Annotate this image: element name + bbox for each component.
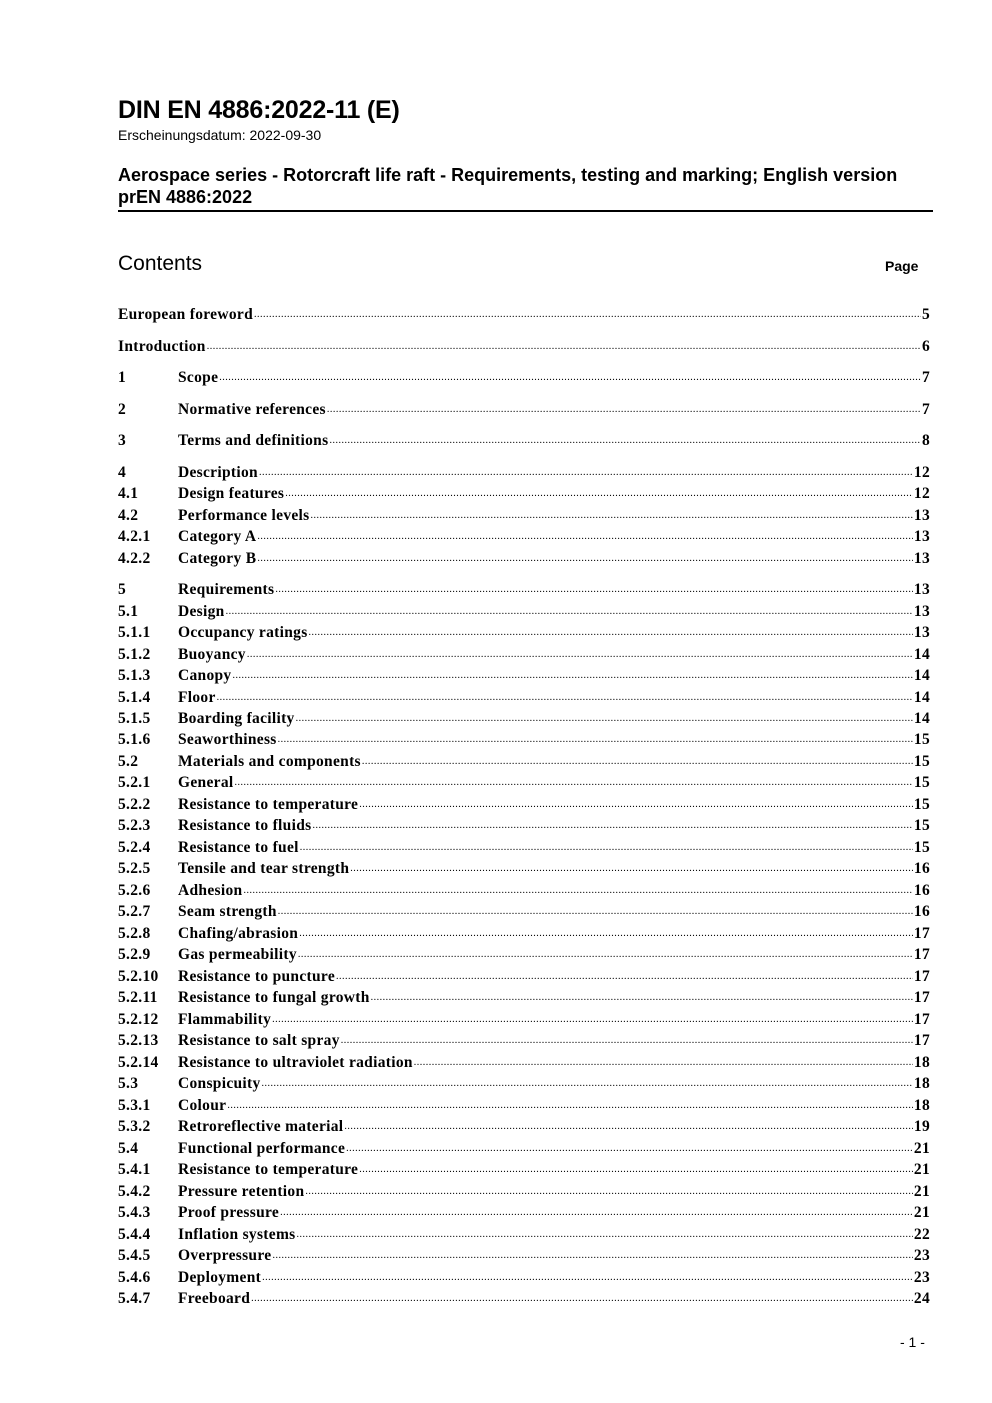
toc-entry-title: Description <box>178 464 258 481</box>
document-subtitle: Aerospace series - Rotorcraft life raft - Requirements, testing and marking; English version prEN 4886:2022 <box>118 165 898 207</box>
toc-entry-number: 5.4.5 <box>118 1247 151 1264</box>
toc-dot-leader <box>219 370 921 386</box>
toc-entry-page: 12 <box>913 485 930 502</box>
toc-entry-number: 5.4 <box>118 1140 139 1157</box>
toc-entry-page: 17 <box>913 968 930 985</box>
toc-entry[interactable] <box>118 579 930 600</box>
toc-entry[interactable] <box>118 880 930 901</box>
toc-entry[interactable] <box>118 1288 930 1309</box>
toc-entry-title: Flammability <box>178 1011 272 1028</box>
toc-entry-number: 5.1.6 <box>118 731 151 748</box>
toc-entry-page: 23 <box>913 1247 930 1264</box>
toc-entry-title: Category B <box>178 550 257 567</box>
toc-entry-title: Resistance to puncture <box>178 968 335 985</box>
toc-entry[interactable] <box>118 430 930 451</box>
toc-entry-number: 1 <box>118 369 127 386</box>
toc-entry-number: 5.4.7 <box>118 1290 151 1307</box>
toc-dot-leader <box>296 1227 912 1243</box>
toc-entry-title: Requirements <box>178 581 275 598</box>
toc-entry-page: 17 <box>913 925 930 942</box>
toc-entry-number: 5.2.6 <box>118 882 151 899</box>
toc-entry[interactable] <box>118 1267 930 1288</box>
toc-entry-title: Tensile and tear strength <box>178 860 350 877</box>
toc-dot-leader <box>371 990 913 1006</box>
toc-entry-title: Resistance to temperature <box>178 1161 359 1178</box>
toc-entry-title: Pressure retention <box>178 1183 305 1200</box>
toc-entry-page: 16 <box>913 882 930 899</box>
toc-entry[interactable] <box>118 304 930 325</box>
publication-date: Erscheinungsdatum: 2022-09-30 <box>118 127 322 143</box>
toc-entry-title: Boarding facility <box>178 710 295 727</box>
toc-entry[interactable] <box>118 815 930 836</box>
toc-dot-leader <box>311 508 913 524</box>
toc-entry-number: 4.1 <box>118 485 139 502</box>
toc-dot-leader <box>285 486 913 502</box>
toc-dot-leader <box>359 1162 913 1178</box>
toc-entry-page: 16 <box>913 903 930 920</box>
toc-dot-leader <box>280 1205 913 1221</box>
toc-entry-number: 5.3.1 <box>118 1097 151 1114</box>
toc-entry-number: 2 <box>118 401 127 418</box>
toc-entry-number: 5.2.8 <box>118 925 151 942</box>
toc-entry-number: 5.2.5 <box>118 860 151 877</box>
toc-dot-leader <box>259 465 913 481</box>
page-column-heading: Page <box>885 258 919 274</box>
toc-entry-title: Conspicuity <box>178 1075 261 1092</box>
toc-entry[interactable] <box>118 526 930 547</box>
toc-entry-page: 13 <box>913 550 930 567</box>
toc-entry[interactable] <box>118 1138 930 1159</box>
toc-dot-leader <box>414 1055 913 1071</box>
toc-entry-page: 21 <box>913 1183 930 1200</box>
document-title: DIN EN 4886:2022-11 (E) <box>118 96 400 124</box>
toc-entry-number: 5.4.6 <box>118 1269 151 1286</box>
toc-entry-page: 7 <box>921 369 930 386</box>
toc-entry-page: 15 <box>913 753 930 770</box>
toc-entry-number: 5.2.12 <box>118 1011 159 1028</box>
toc-entry-page: 17 <box>913 989 930 1006</box>
toc-entry-page: 15 <box>913 731 930 748</box>
toc-entry-page: 12 <box>913 464 930 481</box>
toc-dot-leader <box>272 1012 913 1028</box>
toc-entry-page: 14 <box>913 667 930 684</box>
toc-entry-number: 5.2 <box>118 753 139 770</box>
toc-entry-page: 15 <box>913 796 930 813</box>
toc-dot-leader <box>305 1184 913 1200</box>
toc-entry-page: 21 <box>913 1140 930 1157</box>
toc-entry-number: 5.3 <box>118 1075 139 1092</box>
toc-entry[interactable] <box>118 336 930 357</box>
toc-entry-number: 5.1.5 <box>118 710 151 727</box>
toc-entry[interactable] <box>118 923 930 944</box>
toc-dot-leader <box>262 1076 913 1092</box>
toc-entry[interactable] <box>118 1073 930 1094</box>
toc-entry[interactable] <box>118 1030 930 1051</box>
toc-entry-page: 15 <box>913 817 930 834</box>
toc-entry-page: 14 <box>913 710 930 727</box>
toc-entry-title: Scope <box>178 369 219 386</box>
toc-entry-page: 23 <box>913 1269 930 1286</box>
toc-entry-title: Floor <box>178 689 216 706</box>
toc-entry-number: 5.2.1 <box>118 774 151 791</box>
toc-dot-leader <box>257 551 913 567</box>
toc-dot-leader <box>296 711 913 727</box>
toc-entry[interactable] <box>118 1202 930 1223</box>
toc-entry-title: Resistance to temperature <box>178 796 359 813</box>
toc-entry-page: 21 <box>913 1204 930 1221</box>
toc-entry[interactable] <box>118 1009 930 1030</box>
toc-entry-page: 22 <box>913 1226 930 1243</box>
toc-entry-title: Colour <box>178 1097 227 1114</box>
toc-entry-title: Resistance to fuel <box>178 839 299 856</box>
toc-entry[interactable] <box>118 1181 930 1202</box>
toc-entry-number: 5.2.10 <box>118 968 159 985</box>
toc-entry-page: 18 <box>913 1075 930 1092</box>
toc-dot-leader <box>298 947 913 963</box>
toc-entry-number: 5.3.2 <box>118 1118 151 1135</box>
toc-entry-title: European foreword <box>118 306 253 323</box>
toc-dot-leader <box>278 904 913 920</box>
toc-dot-leader <box>234 775 912 791</box>
toc-entry-title: General <box>178 774 234 791</box>
toc-entry-title: Canopy <box>178 667 232 684</box>
toc-entry-page: 18 <box>913 1097 930 1114</box>
page-number: - 1 - <box>900 1334 925 1350</box>
toc-entry-title: Performance levels <box>178 507 310 524</box>
toc-entry-number: 5.4.2 <box>118 1183 151 1200</box>
toc-dot-leader <box>217 690 913 706</box>
toc-entry[interactable] <box>118 505 930 526</box>
toc-entry-number: 5 <box>118 581 127 598</box>
toc-entry-title: Proof pressure <box>178 1204 280 1221</box>
toc-entry-number: 5.2.13 <box>118 1032 159 1049</box>
toc-entry[interactable] <box>118 837 930 858</box>
toc-entry-page: 5 <box>921 306 930 323</box>
toc-entry[interactable] <box>118 687 930 708</box>
toc-entry-number: 5.1.2 <box>118 646 151 663</box>
toc-entry-title: Deployment <box>178 1269 262 1286</box>
toc-entry[interactable] <box>118 1224 930 1245</box>
toc-entry-title: Introduction <box>118 338 206 355</box>
toc-dot-leader <box>254 307 921 323</box>
toc-entry-page: 13 <box>913 507 930 524</box>
toc-entry-title: Chafing/abrasion <box>178 925 299 942</box>
toc-entry-title: Design <box>178 603 225 620</box>
toc-entry-number: 5.2.2 <box>118 796 151 813</box>
toc-entry-page: 15 <box>913 774 930 791</box>
toc-dot-leader <box>207 339 921 355</box>
toc-entry-title: Terms and definitions <box>178 432 329 449</box>
toc-entry-page: 21 <box>913 1161 930 1178</box>
toc-entry-page: 13 <box>913 581 930 598</box>
toc-entry-title: Normative references <box>178 401 326 418</box>
toc-entry-number: 5.2.11 <box>118 989 158 1006</box>
toc-dot-leader <box>336 969 913 985</box>
toc-entry-number: 3 <box>118 432 127 449</box>
toc-dot-leader <box>362 754 913 770</box>
toc-dot-leader <box>243 883 912 899</box>
toc-entry-title: Buoyancy <box>178 646 246 663</box>
toc-entry[interactable] <box>118 944 930 965</box>
toc-entry-page: 17 <box>913 1011 930 1028</box>
toc-entry[interactable] <box>118 548 930 569</box>
toc-entry-page: 17 <box>913 1032 930 1049</box>
contents-heading: Contents <box>118 252 203 275</box>
toc-entry[interactable] <box>118 987 930 1008</box>
toc-entry-title: Seaworthiness <box>178 731 277 748</box>
toc-entry-page: 13 <box>913 624 930 641</box>
toc-entry-number: 5.1.1 <box>118 624 151 641</box>
toc-entry[interactable] <box>118 1095 930 1116</box>
toc-dot-leader <box>275 582 913 598</box>
toc-dot-leader <box>350 861 913 877</box>
toc-dot-leader <box>344 1119 912 1135</box>
toc-entry-title: Resistance to salt spray <box>178 1032 340 1049</box>
toc-entry[interactable] <box>118 1159 930 1180</box>
toc-entry-page: 15 <box>913 839 930 856</box>
toc-entry-title: Materials and components <box>178 753 361 770</box>
toc-entry[interactable] <box>118 665 930 686</box>
toc-entry-page: 19 <box>913 1118 930 1135</box>
toc-dot-leader <box>226 604 913 620</box>
toc-entry-title: Design features <box>178 485 285 502</box>
toc-entry-number: 5.1.4 <box>118 689 151 706</box>
toc-entry-page: 16 <box>913 860 930 877</box>
toc-entry-number: 5.2.9 <box>118 946 151 963</box>
toc-dot-leader <box>262 1270 913 1286</box>
toc-entry[interactable] <box>118 483 930 504</box>
toc-dot-leader <box>312 818 912 834</box>
toc-entry-title: Gas permeability <box>178 946 297 963</box>
toc-dot-leader <box>232 668 912 684</box>
toc-entry-page: 6 <box>921 338 930 355</box>
toc-entry-title: Retroreflective material <box>178 1118 344 1135</box>
toc-dot-leader <box>300 840 913 856</box>
toc-entry-title: Resistance to ultraviolet radiation <box>178 1054 413 1071</box>
toc-dot-leader <box>227 1098 913 1114</box>
toc-entry[interactable] <box>118 729 930 750</box>
toc-entry-number: 5.2.3 <box>118 817 151 834</box>
toc-dot-leader <box>272 1248 912 1264</box>
toc-entry[interactable] <box>118 966 930 987</box>
toc-dot-leader <box>327 402 921 418</box>
toc-entry[interactable] <box>118 751 930 772</box>
toc-dot-leader <box>346 1141 913 1157</box>
toc-dot-leader <box>309 625 913 641</box>
toc-entry-number: 4.2.2 <box>118 550 151 567</box>
toc-entry-title: Inflation systems <box>178 1226 296 1243</box>
toc-entry-title: Adhesion <box>178 882 243 899</box>
toc-entry-page: 13 <box>913 603 930 620</box>
toc-entry[interactable] <box>118 601 930 622</box>
toc-entry[interactable] <box>118 1116 930 1137</box>
toc-entry-number: 5.4.4 <box>118 1226 151 1243</box>
toc-entry-title: Occupancy ratings <box>178 624 308 641</box>
toc-entry[interactable] <box>118 772 930 793</box>
toc-entry-number: 5.2.7 <box>118 903 151 920</box>
toc-entry[interactable] <box>118 462 930 483</box>
toc-entry-number: 5.4.3 <box>118 1204 151 1221</box>
toc-entry[interactable] <box>118 858 930 879</box>
toc-entry-page: 13 <box>913 528 930 545</box>
toc-entry-page: 14 <box>913 689 930 706</box>
toc-entry-page: 24 <box>913 1290 930 1307</box>
toc-entry-number: 4.2.1 <box>118 528 151 545</box>
toc-entry-page: 18 <box>913 1054 930 1071</box>
toc-entry-title: Functional performance <box>178 1140 346 1157</box>
toc-dot-leader <box>341 1033 913 1049</box>
toc-entry-number: 5.2.14 <box>118 1054 159 1071</box>
toc-entry[interactable] <box>118 367 930 388</box>
toc-entry-title: Overpressure <box>178 1247 272 1264</box>
toc-entry-number: 4 <box>118 464 127 481</box>
toc-entry[interactable] <box>118 644 930 665</box>
toc-entry-number: 5.4.1 <box>118 1161 151 1178</box>
toc-dot-leader <box>299 926 913 942</box>
toc-entry[interactable] <box>118 794 930 815</box>
toc-entry-title: Seam strength <box>178 903 277 920</box>
toc-entry[interactable] <box>118 708 930 729</box>
toc-entry-title: Resistance to fungal growth <box>178 989 370 1006</box>
toc-entry[interactable] <box>118 1052 930 1073</box>
toc-entry-page: 8 <box>921 432 930 449</box>
toc-dot-leader <box>359 797 913 813</box>
table-of-contents <box>118 0 930 1403</box>
toc-entry-number: 5.1.3 <box>118 667 151 684</box>
toc-dot-leader <box>329 433 921 449</box>
toc-dot-leader <box>278 732 913 748</box>
toc-entry-page: 14 <box>913 646 930 663</box>
toc-entry-number: 5.2.4 <box>118 839 151 856</box>
toc-entry[interactable] <box>118 399 930 420</box>
toc-dot-leader <box>247 647 913 663</box>
toc-entry-title: Freeboard <box>178 1290 251 1307</box>
toc-entry-title: Category A <box>178 528 257 545</box>
toc-entry[interactable] <box>118 1245 930 1266</box>
toc-entry-number: 4.2 <box>118 507 139 524</box>
toc-dot-leader <box>251 1291 913 1307</box>
toc-entry[interactable] <box>118 622 930 643</box>
toc-entry-title: Resistance to fluids <box>178 817 312 834</box>
toc-entry-number: 5.1 <box>118 603 139 620</box>
toc-entry-page: 7 <box>921 401 930 418</box>
toc-dot-leader <box>257 529 913 545</box>
toc-entry[interactable] <box>118 901 930 922</box>
toc-entry-page: 17 <box>913 946 930 963</box>
